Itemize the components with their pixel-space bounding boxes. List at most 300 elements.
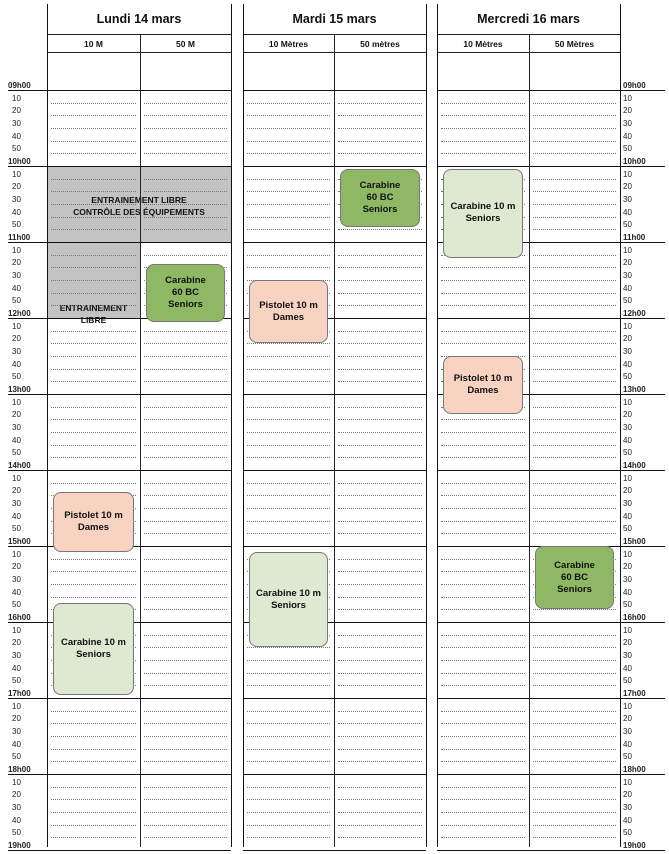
block-text-line: CONTRÔLE DES ÉQUIPEMENTS	[73, 207, 205, 217]
ten-minute-line	[441, 293, 525, 294]
minute-label-right: 20	[623, 638, 632, 648]
hour-line	[437, 698, 665, 699]
column-header-divider	[47, 52, 231, 53]
minute-label-left: 50	[12, 448, 21, 458]
ten-minute-line	[51, 445, 136, 446]
ten-minute-line	[144, 723, 227, 724]
minute-label-right: 40	[623, 207, 632, 217]
minute-label-right: 40	[623, 359, 632, 369]
ten-minute-line	[51, 305, 136, 306]
minute-label-right: 40	[623, 131, 632, 141]
ten-minute-line	[338, 685, 422, 686]
event-label	[64, 510, 123, 534]
ten-minute-line	[533, 799, 616, 800]
minute-label-right: 10	[623, 701, 632, 711]
event-box	[249, 280, 328, 343]
minute-label-left: 50	[12, 828, 21, 838]
ten-minute-line	[533, 369, 616, 370]
minute-label-left: 20	[12, 410, 21, 420]
minute-label-right: 30	[623, 727, 632, 736]
minute-label-left: 30	[12, 271, 21, 280]
ten-minute-line	[338, 597, 422, 598]
event-text-line: Carabine	[554, 559, 595, 571]
ten-minute-line	[533, 635, 616, 636]
ten-minute-line	[51, 356, 136, 357]
day-left-border	[243, 4, 244, 847]
ten-minute-line	[533, 812, 616, 813]
ten-minute-line	[338, 635, 422, 636]
minute-label-right: 20	[623, 182, 632, 192]
ten-minute-line	[247, 837, 330, 838]
ten-minute-line	[533, 508, 616, 509]
minute-label-right: 40	[623, 511, 632, 521]
hour-line	[243, 90, 426, 91]
ten-minute-line	[338, 141, 422, 142]
ten-minute-line	[533, 825, 616, 826]
ten-minute-line	[144, 369, 227, 370]
ten-minute-line	[247, 217, 330, 218]
minute-label-left: 20	[12, 486, 21, 496]
ten-minute-line	[441, 685, 525, 686]
ten-minute-line	[441, 812, 525, 813]
ten-minute-line	[338, 153, 422, 154]
minute-label-left: 10	[12, 93, 21, 103]
event-text-line: Dames	[467, 385, 499, 397]
minute-label-right: 10	[623, 245, 632, 255]
minute-label-right: 40	[623, 435, 632, 445]
ten-minute-line	[441, 445, 525, 446]
ten-minute-line	[533, 521, 616, 522]
minute-label-left: 30	[12, 727, 21, 736]
minute-label-left: 50	[12, 600, 21, 610]
ten-minute-line	[338, 559, 422, 560]
hour-line	[243, 242, 426, 243]
ten-minute-line	[338, 255, 422, 256]
ten-minute-line	[441, 799, 525, 800]
ten-minute-line	[144, 457, 227, 458]
ten-minute-line	[338, 419, 422, 420]
ten-minute-line	[144, 685, 227, 686]
hour-line	[243, 394, 426, 395]
hour-line	[243, 698, 426, 699]
block-text-line: ENTRAINEMENT	[59, 303, 128, 313]
ten-minute-line	[247, 787, 330, 788]
day-header: Lundi 14 mars	[96, 12, 182, 26]
ten-minute-line	[144, 673, 227, 674]
ten-minute-line	[247, 343, 330, 344]
ten-minute-line	[144, 609, 227, 610]
hour-label-left: 18h00	[8, 765, 31, 774]
ten-minute-line	[441, 483, 525, 484]
ten-minute-line	[51, 179, 136, 180]
ten-minute-line	[533, 761, 616, 762]
event-label	[454, 373, 513, 397]
ten-minute-line	[533, 673, 616, 674]
minute-label-left: 20	[12, 182, 21, 192]
ten-minute-line	[338, 331, 422, 332]
ten-minute-line	[533, 255, 616, 256]
ten-minute-line	[533, 432, 616, 433]
ten-minute-line	[144, 812, 227, 813]
event-text-line: Carabine 10 m	[61, 637, 126, 649]
hour-label-right: 16h00	[623, 613, 646, 622]
hour-label-left: 17h00	[8, 689, 31, 698]
ten-minute-line	[144, 217, 227, 218]
ten-minute-line	[338, 457, 422, 458]
ten-minute-line	[441, 837, 525, 838]
hour-line	[243, 546, 426, 547]
minute-label-left: 20	[12, 562, 21, 572]
ten-minute-line	[144, 153, 227, 154]
minute-label-left: 10	[12, 777, 21, 787]
ten-minute-line	[247, 179, 330, 180]
minute-label-right: 30	[623, 423, 632, 432]
ten-minute-line	[441, 103, 525, 104]
ten-minute-line	[338, 787, 422, 788]
ten-minute-line	[144, 533, 227, 534]
event-text-line: Dames	[77, 521, 110, 533]
ten-minute-line	[338, 660, 422, 661]
ten-minute-line	[51, 761, 136, 762]
minute-label-left: 40	[12, 739, 21, 749]
minute-label-left: 40	[12, 663, 21, 673]
hour-label-left: 16h00	[8, 613, 31, 622]
ten-minute-line	[247, 749, 330, 750]
column-header: 50 mètres	[360, 38, 400, 49]
minute-label-left: 40	[12, 207, 21, 217]
minute-label-left: 40	[12, 587, 21, 597]
event-text-line: Seniors	[465, 213, 501, 225]
ten-minute-line	[247, 647, 330, 648]
hour-line	[243, 166, 426, 167]
minute-label-left: 10	[12, 625, 21, 635]
ten-minute-line	[144, 356, 227, 357]
minute-label-left: 50	[12, 144, 21, 154]
minute-label-left: 30	[12, 347, 21, 356]
column-header: 10 M	[84, 38, 103, 49]
ten-minute-line	[144, 141, 227, 142]
ten-minute-line	[51, 749, 136, 750]
minute-label-left: 50	[12, 524, 21, 534]
ten-minute-line	[247, 761, 330, 762]
minute-label-left: 10	[12, 473, 21, 483]
hour-label-right: 19h00	[623, 841, 646, 850]
hour-label-right: 10h00	[623, 157, 646, 166]
block-text-line: LIBRE	[80, 315, 107, 325]
minute-label-right: 50	[623, 220, 632, 230]
ten-minute-line	[51, 787, 136, 788]
ten-minute-line	[247, 533, 330, 534]
ten-minute-line	[533, 381, 616, 382]
ten-minute-line	[338, 343, 422, 344]
day-right-border	[620, 4, 621, 847]
ten-minute-line	[533, 837, 616, 838]
ten-minute-line	[247, 229, 330, 230]
event-text-line: Carabine 10 m	[450, 201, 516, 213]
hour-line	[243, 774, 426, 775]
ten-minute-line	[338, 508, 422, 509]
event-text-line: Dames	[272, 311, 305, 323]
ten-minute-line	[51, 483, 136, 484]
event-text-line: Seniors	[168, 298, 203, 310]
minute-label-left: 10	[12, 245, 21, 255]
ten-minute-line	[441, 609, 525, 610]
ten-minute-line	[144, 711, 227, 712]
minute-label-left: 20	[12, 106, 21, 116]
minute-label-right: 40	[623, 283, 632, 293]
ten-minute-line	[51, 559, 136, 560]
ten-minute-line	[51, 343, 136, 344]
ten-minute-line	[338, 407, 422, 408]
ten-minute-line	[338, 115, 422, 116]
ten-minute-line	[441, 825, 525, 826]
ten-minute-line	[51, 584, 136, 585]
ten-minute-line	[533, 141, 616, 142]
ten-minute-line	[441, 457, 525, 458]
hour-line	[8, 698, 231, 699]
ten-minute-line	[247, 508, 330, 509]
ten-minute-line	[51, 432, 136, 433]
ten-minute-line	[441, 559, 525, 560]
ten-minute-line	[144, 483, 227, 484]
ten-minute-line	[144, 179, 227, 180]
ten-minute-line	[441, 787, 525, 788]
ten-minute-line	[51, 204, 136, 205]
hour-label-left: 14h00	[8, 461, 31, 470]
ten-minute-line	[441, 571, 525, 572]
event-text-line: 60 BC	[366, 191, 394, 203]
ten-minute-line	[441, 128, 525, 129]
ten-minute-line	[247, 419, 330, 420]
hour-line	[437, 318, 665, 319]
minute-label-left: 30	[12, 803, 21, 812]
event-text-line: Carabine 10 m	[256, 587, 321, 599]
ten-minute-line	[144, 559, 227, 560]
ten-minute-line	[247, 457, 330, 458]
ten-minute-line	[533, 711, 616, 712]
ten-minute-line	[51, 736, 136, 737]
column-divider	[529, 34, 530, 847]
ten-minute-line	[338, 571, 422, 572]
minute-label-left: 30	[12, 575, 21, 584]
minute-label-right: 10	[623, 777, 632, 787]
event-box	[53, 603, 134, 695]
ten-minute-line	[338, 812, 422, 813]
ten-minute-line	[441, 711, 525, 712]
ten-minute-line	[338, 293, 422, 294]
hour-line	[8, 774, 231, 775]
minute-label-left: 20	[12, 258, 21, 268]
ten-minute-line	[533, 115, 616, 116]
hour-line	[243, 850, 426, 851]
hour-line	[243, 470, 426, 471]
minute-label-left: 10	[12, 169, 21, 179]
ten-minute-line	[441, 331, 525, 332]
ten-minute-line	[441, 508, 525, 509]
minute-label-right: 50	[623, 600, 632, 610]
ten-minute-line	[144, 660, 227, 661]
minute-label-right: 10	[623, 473, 632, 483]
minute-label-left: 40	[12, 359, 21, 369]
hour-label-left: 12h00	[8, 309, 31, 318]
hour-label-left: 11h00	[8, 233, 31, 242]
minute-label-left: 40	[12, 511, 21, 521]
minute-label-right: 50	[623, 524, 632, 534]
ten-minute-line	[51, 597, 136, 598]
ten-minute-line	[51, 711, 136, 712]
ten-minute-line	[533, 153, 616, 154]
ten-minute-line	[338, 533, 422, 534]
minute-label-right: 40	[623, 739, 632, 749]
ten-minute-line	[441, 635, 525, 636]
ten-minute-line	[247, 141, 330, 142]
ten-minute-line	[144, 597, 227, 598]
ten-minute-line	[338, 749, 422, 750]
ten-minute-line	[441, 533, 525, 534]
ten-minute-line	[51, 217, 136, 218]
minute-label-left: 10	[12, 701, 21, 711]
ten-minute-line	[533, 229, 616, 230]
ten-minute-line	[338, 584, 422, 585]
hour-label-left: 09h00	[8, 81, 31, 90]
minute-label-left: 30	[12, 651, 21, 660]
minute-label-right: 30	[623, 575, 632, 584]
ten-minute-line	[247, 799, 330, 800]
ten-minute-line	[338, 305, 422, 306]
event-text-line: Pistolet 10 m	[453, 373, 513, 385]
event-text-line: Seniors	[76, 649, 111, 661]
column-divider	[140, 34, 141, 847]
ten-minute-line	[144, 128, 227, 129]
column-header: 10 Mètres	[463, 38, 503, 49]
ten-minute-line	[441, 432, 525, 433]
ten-minute-line	[533, 217, 616, 218]
ten-minute-line	[533, 331, 616, 332]
ten-minute-line	[441, 153, 525, 154]
hour-label-right: 17h00	[623, 689, 646, 698]
day-right-border	[426, 4, 427, 847]
minute-label-right: 50	[623, 752, 632, 762]
ten-minute-line	[338, 837, 422, 838]
ten-minute-line	[51, 381, 136, 382]
ten-minute-line	[144, 419, 227, 420]
ten-minute-line	[247, 483, 330, 484]
event-box	[53, 492, 134, 553]
minute-label-left: 40	[12, 435, 21, 445]
minute-label-right: 10	[623, 93, 632, 103]
ten-minute-line	[51, 331, 136, 332]
ten-minute-line	[247, 153, 330, 154]
ten-minute-line	[441, 343, 525, 344]
hour-label-right: 12h00	[623, 309, 646, 318]
ten-minute-line	[51, 407, 136, 408]
ten-minute-line	[144, 736, 227, 737]
ten-minute-line	[51, 419, 136, 420]
ten-minute-line	[247, 267, 330, 268]
minute-label-left: 10	[12, 397, 21, 407]
ten-minute-line	[441, 141, 525, 142]
ten-minute-line	[338, 521, 422, 522]
ten-minute-line	[247, 685, 330, 686]
ten-minute-line	[533, 128, 616, 129]
minute-label-right: 20	[623, 258, 632, 268]
ten-minute-line	[247, 825, 330, 826]
event-label	[259, 300, 318, 324]
ten-minute-line	[533, 736, 616, 737]
minute-label-right: 30	[623, 271, 632, 280]
ten-minute-line	[338, 711, 422, 712]
event-text-line: Seniors	[362, 203, 398, 215]
minute-label-right: 20	[623, 410, 632, 420]
ten-minute-line	[247, 204, 330, 205]
minute-label-right: 20	[623, 106, 632, 116]
ten-minute-line	[533, 179, 616, 180]
ten-minute-line	[247, 255, 330, 256]
minute-label-right: 30	[623, 803, 632, 812]
column-header: 50 Mètres	[554, 38, 595, 49]
minute-label-right: 30	[623, 651, 632, 660]
minute-label-right: 10	[623, 321, 632, 331]
ten-minute-line	[247, 356, 330, 357]
ten-minute-line	[144, 343, 227, 344]
event-text-line: Seniors	[557, 583, 592, 595]
ten-minute-line	[247, 369, 330, 370]
day-header: Mercredi 16 mars	[477, 12, 580, 26]
ten-minute-line	[144, 445, 227, 446]
ten-minute-line	[338, 432, 422, 433]
ten-minute-line	[144, 749, 227, 750]
minute-label-right: 40	[623, 587, 632, 597]
column-header: 10 Mètres	[268, 38, 309, 49]
ten-minute-line	[533, 356, 616, 357]
ten-minute-line	[533, 660, 616, 661]
hour-line	[8, 242, 231, 243]
day-right-border	[231, 4, 232, 847]
ten-minute-line	[533, 533, 616, 534]
event-text-line: Carabine	[165, 274, 206, 286]
ten-minute-line	[51, 267, 136, 268]
ten-minute-line	[247, 495, 330, 496]
ten-minute-line	[338, 799, 422, 800]
ten-minute-line	[144, 229, 227, 230]
minute-label-left: 20	[12, 790, 21, 800]
ten-minute-line	[144, 381, 227, 382]
ten-minute-line	[247, 736, 330, 737]
ten-minute-line	[338, 445, 422, 446]
day-header: Mardi 15 mars	[292, 12, 377, 26]
ten-minute-line	[247, 407, 330, 408]
ten-minute-line	[247, 711, 330, 712]
event-box	[146, 264, 225, 322]
minute-label-right: 30	[623, 119, 632, 128]
ten-minute-line	[338, 267, 422, 268]
ten-minute-line	[51, 825, 136, 826]
minute-label-left: 30	[12, 499, 21, 508]
ten-minute-line	[144, 584, 227, 585]
minute-label-right: 20	[623, 790, 632, 800]
event-label	[554, 560, 595, 596]
ten-minute-line	[51, 457, 136, 458]
ten-minute-line	[247, 521, 330, 522]
minute-label-left: 40	[12, 131, 21, 141]
ten-minute-line	[533, 685, 616, 686]
minute-label-left: 30	[12, 195, 21, 204]
ten-minute-line	[247, 115, 330, 116]
minute-label-right: 40	[623, 815, 632, 825]
ten-minute-line	[338, 495, 422, 496]
ten-minute-line	[441, 761, 525, 762]
minute-label-right: 20	[623, 334, 632, 344]
